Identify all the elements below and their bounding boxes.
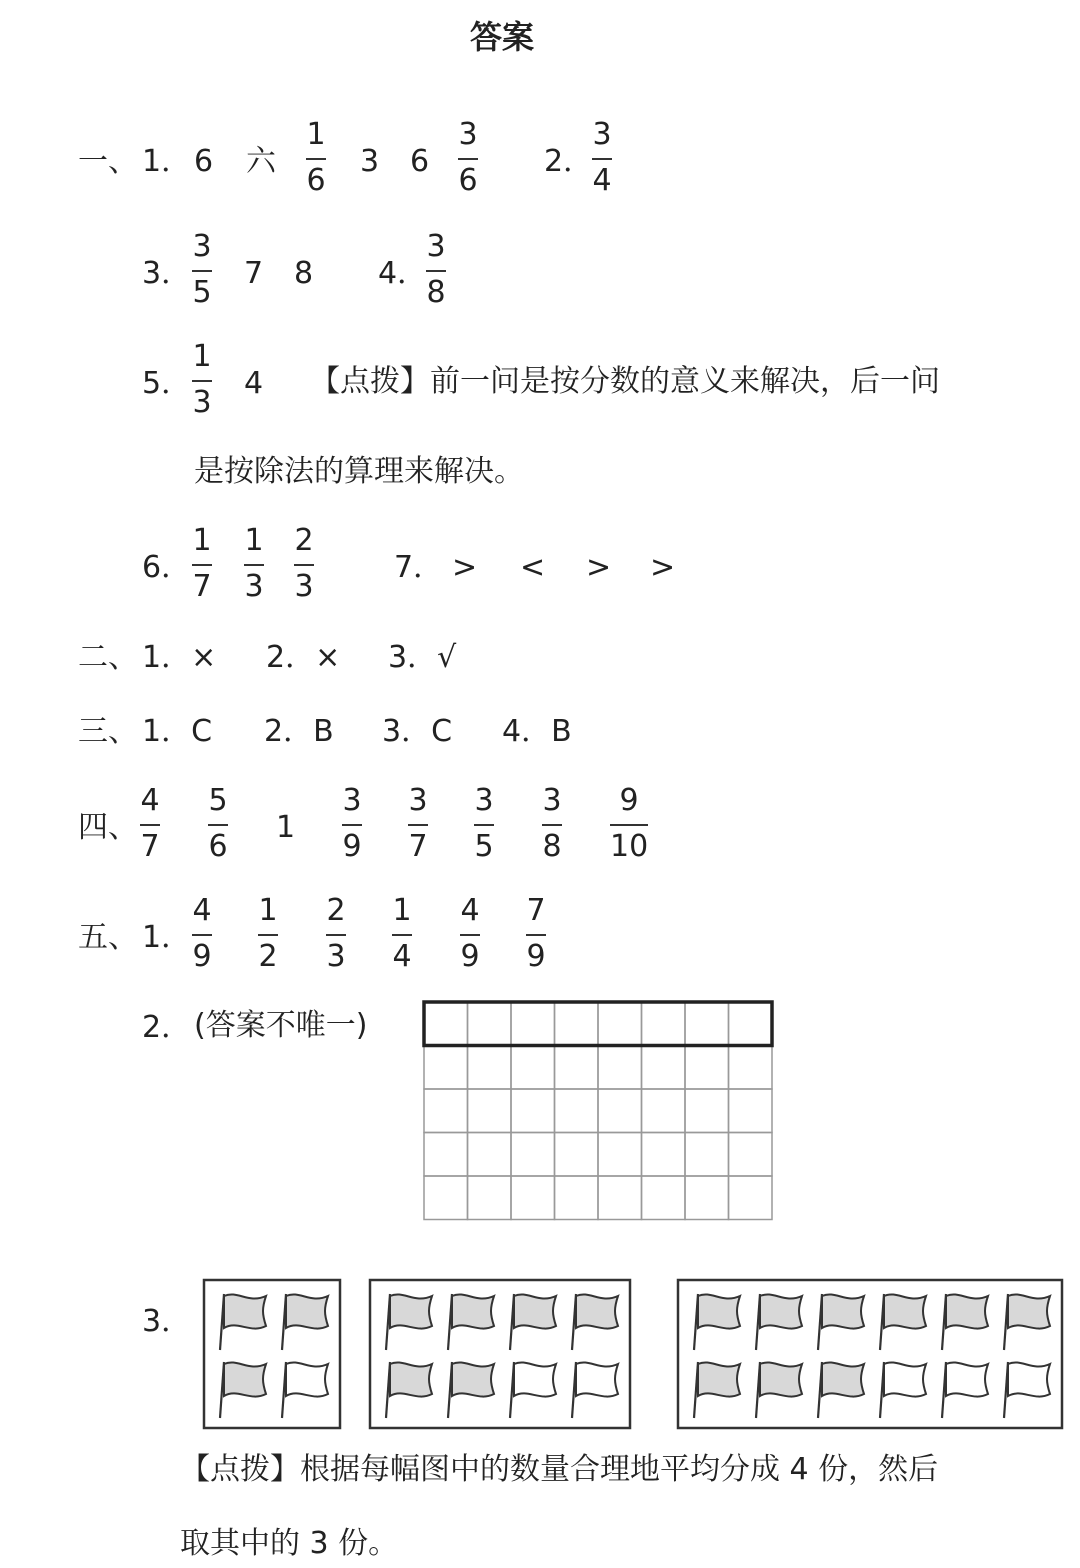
s4-fraction-5 (474, 783, 494, 864)
numerator: 2 (294, 523, 314, 558)
grid-cell (424, 1133, 468, 1177)
q1-fraction-1 (306, 117, 326, 198)
grid-cell (598, 1046, 642, 1090)
numerator: 1 (258, 893, 278, 928)
q6-number: 6． (142, 550, 192, 585)
flag-shaded-icon (1004, 1294, 1050, 1350)
q4-number: 4． (378, 256, 428, 291)
denominator: 9 (192, 939, 212, 974)
q2-number: 2． (544, 144, 594, 179)
grid-cell (685, 1089, 729, 1133)
grid-cell (424, 1046, 468, 1090)
numerator: 3 (192, 229, 212, 264)
denominator: 9 (526, 939, 546, 974)
flag-icon (942, 1362, 988, 1418)
q6-fraction-1 (192, 523, 212, 604)
grid-cell (598, 1133, 642, 1177)
s2-item-3: 3．√ (388, 640, 457, 675)
flag-shaded-icon (220, 1362, 266, 1418)
grid-cell (685, 1176, 729, 1220)
grid-cell (598, 1089, 642, 1133)
grid-cell (642, 1089, 686, 1133)
grid-cell (468, 1176, 512, 1220)
grid-cell (511, 1133, 555, 1177)
denominator: 7 (192, 569, 212, 604)
q3-answer-a: 7 (244, 256, 264, 291)
grid-cell (468, 1089, 512, 1133)
grid-cell (642, 1002, 686, 1046)
numerator: 3 (458, 117, 478, 152)
numerator: 3 (592, 117, 612, 152)
s2-item-1: 1．× (142, 640, 217, 675)
denominator: 8 (542, 829, 562, 864)
denominator: 6 (208, 829, 228, 864)
q7-answer-3: > (586, 550, 612, 585)
q1-answer-d: 6 (410, 144, 430, 179)
grid-cell (598, 1176, 642, 1220)
s5-q1-fraction-2 (258, 893, 278, 974)
grid-cell (424, 1089, 468, 1133)
s5-q1-fraction-1 (192, 893, 212, 974)
grid-cell (729, 1176, 773, 1220)
grid-cell (555, 1089, 599, 1133)
grid-cell (468, 1046, 512, 1090)
s5-q3-hint-line-2: 取其中的 3 份。 (180, 1526, 399, 1561)
grid-cell (729, 1133, 773, 1177)
flag-shaded-icon (386, 1294, 432, 1350)
s5-q2-note: (答案不唯一) (194, 1008, 368, 1043)
grid-cell (598, 1002, 642, 1046)
flag-shaded-icon (386, 1362, 432, 1418)
flag-shaded-icon (448, 1362, 494, 1418)
s4-fraction-4 (408, 783, 428, 864)
denominator: 9 (342, 829, 362, 864)
grid-cell (424, 1176, 468, 1220)
numerator: 1 (244, 523, 264, 558)
grid-cell (468, 1002, 512, 1046)
flag-icon (880, 1362, 926, 1418)
q7-answer-1: > (452, 550, 478, 585)
denominator: 10 (610, 829, 649, 864)
q5-number: 5． (142, 366, 192, 401)
grid-cell (555, 1046, 599, 1090)
s5-q1-fraction-6 (526, 893, 546, 974)
s5-q1-fraction-4 (392, 893, 412, 974)
q5-hint-line-2: 是按除法的算理来解决。 (194, 454, 524, 489)
s5-q3-hint-line-1: 【点拨】根据每幅图中的数量合理地平均分成 4 份，然后 (180, 1452, 939, 1487)
s4-fraction-2 (208, 783, 228, 864)
s5-q2-number: 2． (142, 1010, 192, 1045)
flag-shaded-icon (510, 1294, 556, 1350)
denominator: 3 (244, 569, 264, 604)
denominator: 3 (294, 569, 314, 604)
q1-answer-a: 6 (194, 144, 214, 179)
q1-fraction-2 (458, 117, 478, 198)
flag-shaded-icon (572, 1294, 618, 1350)
grid-cell (729, 1002, 773, 1046)
flag-shaded-icon (942, 1294, 988, 1350)
numerator: 3 (342, 783, 362, 818)
s4-fraction-6 (542, 783, 562, 864)
denominator: 7 (140, 829, 160, 864)
flag-shaded-icon (220, 1294, 266, 1350)
q5-fraction (192, 339, 212, 420)
grid-cell (729, 1089, 773, 1133)
s5-q1-number: 1． (142, 920, 192, 955)
grid-cell (685, 1002, 729, 1046)
grid-cell (685, 1046, 729, 1090)
flag-icon (510, 1362, 556, 1418)
s5-q3-number: 3． (142, 1304, 192, 1339)
grid-cell (424, 1002, 468, 1046)
q5-hint-line-1: 【点拨】前一问是按分数的意义来解决，后一问 (310, 364, 940, 399)
section-1-label: 一、 (78, 144, 138, 179)
denominator: 2 (258, 939, 278, 974)
numerator: 9 (619, 783, 639, 818)
numerator: 4 (192, 893, 212, 928)
s3-item-4: 4．B (502, 714, 572, 749)
numerator: 1 (192, 339, 212, 374)
flag-icon (572, 1362, 618, 1418)
section-3-label: 三、 (78, 714, 138, 749)
fraction-grid (420, 996, 780, 1226)
grid-cell (555, 1133, 599, 1177)
grid-cell (685, 1133, 729, 1177)
s4-fraction-3 (342, 783, 362, 864)
q1-answer-b: 六 (246, 144, 276, 179)
denominator: 3 (326, 939, 346, 974)
s4-whole: 1 (276, 810, 296, 845)
denominator: 7 (408, 829, 428, 864)
s3-item-1: 1．C (142, 714, 213, 749)
flag-shaded-icon (694, 1362, 740, 1418)
flag-boxes (196, 1272, 1066, 1432)
denominator: 8 (426, 275, 446, 310)
flag-shaded-icon (448, 1294, 494, 1350)
numerator: 3 (426, 229, 446, 264)
numerator: 3 (474, 783, 494, 818)
flag-icon (1004, 1362, 1050, 1418)
q3-fraction (192, 229, 212, 310)
denominator: 3 (192, 385, 212, 420)
s2-item-2: 2．× (266, 640, 341, 675)
q7-answer-2: < (520, 550, 546, 585)
grid-cell (468, 1133, 512, 1177)
section-4-label: 四、 (78, 810, 138, 845)
q6-fraction-2 (244, 523, 264, 604)
section-5-label: 五、 (78, 920, 138, 955)
q3-number: 3． (142, 256, 192, 291)
grid-cell (642, 1176, 686, 1220)
q6-fraction-3 (294, 523, 314, 604)
denominator: 4 (592, 163, 612, 198)
grid-cell (511, 1176, 555, 1220)
section-2-label: 二、 (78, 640, 138, 675)
flag-shaded-icon (818, 1362, 864, 1418)
q7-answer-4: > (650, 550, 676, 585)
numerator: 4 (140, 783, 160, 818)
denominator: 4 (392, 939, 412, 974)
flag-shaded-icon (756, 1294, 802, 1350)
grid-cell (555, 1176, 599, 1220)
numerator: 3 (542, 783, 562, 818)
numerator: 1 (192, 523, 212, 558)
denominator: 9 (460, 939, 480, 974)
q4-fraction (426, 229, 446, 310)
grid-cell (729, 1046, 773, 1090)
s5-q1-fraction-5 (460, 893, 480, 974)
grid-cell (555, 1002, 599, 1046)
denominator: 6 (306, 163, 326, 198)
q1-answer-c: 3 (360, 144, 380, 179)
grid-cell (511, 1046, 555, 1090)
s4-fraction-7 (610, 783, 649, 864)
s3-item-2: 2．B (264, 714, 334, 749)
flag-shaded-icon (880, 1294, 926, 1350)
q2-fraction (592, 117, 612, 198)
numerator: 7 (526, 893, 546, 928)
q1-number: 1． (142, 144, 192, 179)
numerator: 3 (408, 783, 428, 818)
q5-answer: 4 (244, 366, 264, 401)
denominator: 6 (458, 163, 478, 198)
grid-cell (511, 1002, 555, 1046)
denominator: 5 (474, 829, 494, 864)
grid-cell (642, 1133, 686, 1177)
s4-fraction-1 (140, 783, 160, 864)
numerator: 4 (460, 893, 480, 928)
denominator: 5 (192, 275, 212, 310)
numerator: 5 (208, 783, 228, 818)
numerator: 1 (392, 893, 412, 928)
grid-cell (511, 1089, 555, 1133)
q3-answer-b: 8 (294, 256, 314, 291)
numerator: 2 (326, 893, 346, 928)
page-title: 答案 (470, 18, 535, 56)
grid-cell (642, 1046, 686, 1090)
s5-q1-fraction-3 (326, 893, 346, 974)
flag-shaded-icon (818, 1294, 864, 1350)
s3-item-3: 3．C (382, 714, 453, 749)
flag-shaded-icon (756, 1362, 802, 1418)
flag-shaded-icon (694, 1294, 740, 1350)
q7-number: 7． (394, 550, 444, 585)
flag-shaded-icon (282, 1294, 328, 1350)
flag-icon (282, 1362, 328, 1418)
numerator: 1 (306, 117, 326, 152)
